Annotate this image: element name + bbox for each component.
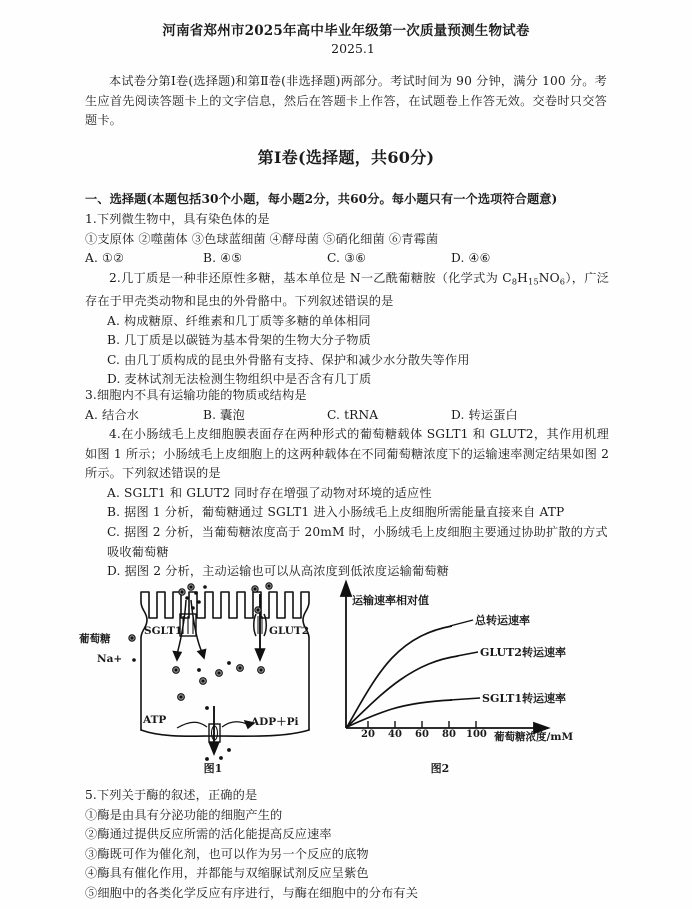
question-5-text: 下列关于酶的叙述，正确的是	[96, 788, 258, 802]
question-3-option-a[interactable]: A. 结合水	[85, 407, 140, 422]
exam-date: 2025.1	[331, 41, 375, 56]
figure-1-svg	[103, 578, 353, 763]
question-2-stem	[85, 269, 609, 312]
question-2-option-d[interactable]: D. 麦林试剂无法检测生物组织中是否含有几丁质	[107, 372, 372, 387]
question-3	[85, 386, 609, 425]
question-3-stem	[85, 386, 609, 406]
question-3-option-c[interactable]: C. tRNA	[327, 407, 379, 422]
question-5-option-4[interactable]: ④酶具有催化作用，并都能与双缩脲试剂反应呈紫色	[85, 866, 369, 881]
formula-sub-8: 8	[511, 276, 518, 287]
formula-no: NO	[538, 271, 560, 285]
figure1-label-glucose: 葡萄糖	[79, 633, 111, 645]
question-5-number: 5.	[85, 788, 97, 802]
formula-h: H	[517, 271, 528, 285]
question-1-option-a[interactable]: A. ①②	[85, 251, 125, 266]
question-4-option-a[interactable]: A. SGLT1 和 GLUT2 同时存在增强了动物对环境的适应性	[107, 485, 432, 500]
formula-sub-15: 15	[527, 276, 539, 287]
question-5	[85, 786, 609, 904]
question-3-option-d[interactable]: D. 转运蛋白	[451, 407, 518, 422]
question-4-option-c[interactable]: C. 据图 2 分析，当葡萄糖浓度高于 20mM 时，小肠绒毛上皮细胞主要通过协助扩散的方式吸收葡萄糖	[107, 524, 608, 559]
figure1-label-adp: ADP＋Pi	[251, 716, 299, 728]
chart-y-axis-label: 运输速率相对值	[352, 594, 429, 607]
glucose-molecules	[129, 583, 272, 701]
figure-1-cell-transport-diagram	[79, 578, 353, 776]
chart-xtick-80: 80	[442, 729, 456, 740]
chart-series-label-total: 总转运速率	[475, 614, 530, 627]
question-2-option-b[interactable]: B. 几丁质是以碳链为基本骨架的生物大分子物质	[107, 333, 371, 348]
question-1-option-b[interactable]: B. ④⑤	[203, 251, 243, 266]
question-2-option-a[interactable]: A. 构成糖原、纤维素和几丁质等多糖的单体相同	[107, 313, 371, 328]
question-4-text: 在小肠绒毛上皮细胞膜表面存在两种形式的葡萄糖载体 SGLT1 和 GLUT2，其作用机理如图 1 所示；小肠绒毛上皮细胞上的这两种载体在不同葡萄糖浓度下的运输速率测定结果如图 2 所示。下列叙述错误的是	[85, 427, 609, 481]
chart-series-label-glut2: GLUT2转运速率	[480, 646, 566, 659]
question-5-option-1[interactable]: ①酶是由具有分泌功能的细胞产生的	[85, 807, 283, 822]
chart-xtick-20: 20	[361, 729, 375, 740]
curve-sglt1	[347, 700, 452, 727]
question-1	[85, 210, 609, 269]
chart-xtick-100: 100	[466, 729, 487, 740]
chart-series-label-sglt1: SGLT1转运速率	[482, 692, 567, 705]
question-4-stem	[85, 425, 609, 484]
chart-x-axis-label: 葡萄糖浓度/mM	[494, 731, 574, 743]
figure-2-caption: 图2	[430, 762, 450, 775]
question-2	[85, 269, 609, 390]
question-4-number: 4.	[109, 427, 121, 441]
figure1-label-sglt1: SGLT1	[144, 625, 183, 637]
question-3-options	[85, 406, 609, 426]
question-2-text-pre: 几丁质是一种非还原性多糖，基本单位是 N一乙酰葡糖胺（化学式为 C	[120, 271, 512, 285]
question-3-text: 细胞内不具有运输功能的物质或结构是	[96, 388, 307, 402]
question-3-option-b[interactable]: B. 囊泡	[203, 407, 245, 422]
question-1-option-d[interactable]: D. ④⑥	[451, 251, 491, 266]
figure-1-caption: 图1	[203, 762, 223, 775]
figure1-label-sodium: Na+	[97, 653, 123, 665]
question-1-number: 1.	[85, 212, 97, 226]
question-1-option-c[interactable]: C. ③⑥	[327, 251, 367, 266]
figure1-label-atp: ATP	[143, 714, 167, 726]
question-3-number: 3.	[85, 388, 97, 402]
curve-glut2	[347, 656, 458, 727]
figure1-label-glut2: GLUT2	[269, 625, 310, 637]
question-1-items: ①支原体 ②噬菌体 ③色球蓝细菌 ④酵母菌 ⑤硝化细菌 ⑥青霉菌	[85, 231, 439, 246]
question-2-number: 2.	[109, 271, 121, 285]
volume-title: 第Ⅰ卷(选择题，共60分)	[257, 148, 435, 167]
question-4-option-b[interactable]: B. 据图 1 分析，葡萄糖通过 SGLT1 进入小肠绒毛上皮细胞所需能量直接来自 ATP	[107, 505, 565, 520]
figures-container	[79, 578, 609, 778]
question-4-option-d[interactable]: D. 据图 2 分析，主动运输也可以从高浓度到低浓度运输葡萄糖	[107, 564, 449, 579]
exam-instructions: 本试卷分第Ⅰ卷(选择题)和第Ⅱ卷(非选择题)两部分。考试时间为 90 分钟，满分 100 分。考生应首先阅读答题卡上的文字信息，然后在答题卡上作答，在试题卷上作答无效。交卷时只交答题卡。	[85, 74, 607, 127]
question-5-option-2[interactable]: ②酶通过提供反应所需的活化能提高反应速率	[85, 827, 332, 842]
question-4	[85, 425, 609, 582]
question-1-text: 下列微生物中，具有染色体的是	[96, 212, 270, 226]
chart-xtick-60: 60	[415, 729, 429, 740]
question-5-stem	[85, 786, 609, 806]
question-1-stem	[85, 210, 609, 230]
question-2-option-c[interactable]: C. 由几丁质构成的昆虫外骨骼有支持、保护和减少水分散失等作用	[107, 352, 470, 367]
question-5-option-3[interactable]: ③酶既可作为催化剂，也可以作为另一个反应的底物	[85, 846, 369, 861]
question-2-text-post: ），广泛存在于甲壳类动物和昆虫的外骨骼中。下列叙述错误的是	[85, 271, 610, 308]
question-1-options	[85, 249, 609, 269]
figure-2-transport-rate-chart	[330, 576, 610, 776]
chart-xtick-40: 40	[388, 729, 402, 740]
page-title: 河南省郑州市2025年高中毕业年级第一次质量预测生物试卷	[162, 23, 530, 39]
formula-sub-6: 6	[559, 276, 566, 287]
section-heading: 一、选择题(本题包括30个小题，每小题2分，共60分。每小题只有一个选项符合题意)	[85, 192, 558, 206]
question-5-option-5[interactable]: ⑤细胞中的各类化学反应有序进行，与酶在细胞中的分布有关	[85, 885, 419, 900]
